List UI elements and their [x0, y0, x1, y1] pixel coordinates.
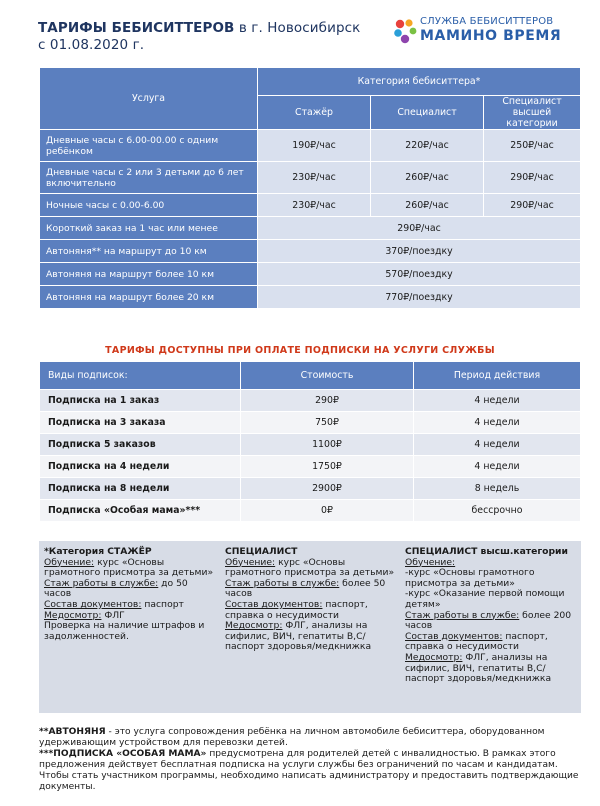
rate-row	[40, 194, 580, 216]
autonanny-note	[39, 727, 584, 749]
med-label: Медосмотр:	[44, 609, 102, 621]
rate-value: 290₽/час	[484, 162, 580, 193]
category-header: Категория бебиситтера*	[258, 68, 580, 95]
med-label: Медосмотр:	[405, 651, 463, 663]
exp-label: Стаж работы в службе:	[225, 577, 340, 589]
rate-value-merged: 370₽/поездку	[258, 240, 580, 262]
title-date: с 01.08.2020 г.	[38, 37, 145, 53]
col-trainee: Стажёр	[258, 96, 370, 129]
sub-period: бессрочно	[414, 500, 580, 521]
col-senior: Специалист высшей категории	[484, 96, 580, 129]
logo-line1: СЛУЖБА БЕБИСИТТЕРОВ	[420, 16, 554, 27]
edu-label: Обучение:	[405, 556, 456, 568]
med-label: Медосмотр:	[225, 620, 283, 632]
rate-value: 250₽/час	[484, 130, 580, 161]
subscription-row	[40, 456, 580, 477]
rate-service: Дневные часы с 2 или 3 детьми до 6 лет включительно	[40, 162, 257, 193]
sub-header-type: Виды подписок:	[40, 362, 240, 389]
category-title: *Категория СТАЖЁР	[44, 546, 152, 557]
autonanny-label: **АВТОНЯНЯ	[39, 727, 106, 737]
rate-row	[40, 263, 580, 285]
rate-value-merged: 290₽/час	[258, 217, 580, 239]
sub-name: Подписка на 3 заказа	[40, 412, 240, 433]
edu-label: Обучение:	[44, 556, 95, 568]
rate-row	[40, 240, 580, 262]
docs-text: паспорт, справка о несудимости	[405, 630, 548, 653]
edu-item: -курс «Основы грамотного присмотра за детьми»	[405, 567, 535, 589]
docs-label: Состав документов:	[405, 630, 503, 642]
rate-service: Автоняня** на маршрут до 10 км	[40, 240, 257, 262]
special-mom-label: ***ПОДПИСКА «ОСОБАЯ МАМА»	[39, 749, 207, 759]
sub-period: 8 недель	[414, 478, 580, 499]
sub-name: Подписка «Особая мама»***	[40, 500, 240, 521]
rate-service: Дневные часы с 6.00-00.00 с одним ребёнком	[40, 130, 257, 161]
service-logo	[392, 16, 562, 52]
exp-label: Стаж работы в службе:	[44, 577, 159, 589]
exp-text: до 50 часов	[44, 577, 188, 600]
sub-price: 1100₽	[241, 434, 413, 455]
med-text: ФЛГ	[101, 609, 125, 621]
rate-service: Автоняня на маршрут более 20 км	[40, 286, 257, 308]
rate-value-merged: 570₽/поездку	[258, 263, 580, 285]
rate-service: Ночные часы с 0.00-6.00	[40, 194, 257, 216]
category-requirements	[39, 541, 581, 713]
sub-period: 4 недели	[414, 390, 580, 411]
sub-period: 4 недели	[414, 456, 580, 477]
edu-label: Обучение:	[225, 556, 276, 568]
sub-price: 290₽	[241, 390, 413, 411]
sub-price: 750₽	[241, 412, 413, 433]
exp-label: Стаж работы в службе:	[405, 609, 520, 621]
page-header	[38, 16, 562, 60]
sub-period: 4 недели	[414, 434, 580, 455]
rate-value: 230₽/час	[258, 194, 370, 216]
edu-text: курс «Основы грамотного присмотра за детьми»	[225, 556, 395, 579]
logo-line2: МАМИНО ВРЕМЯ	[420, 28, 562, 44]
sub-name: Подписка на 1 заказ	[40, 390, 240, 411]
sub-header-price: Стоимость	[241, 362, 413, 389]
special-mom-text: предусмотрена для родителей детей с инвалидностью. В рамках этого предложения действует бесплатная подписка на услуги службы без ограничений по часам и кандидатам. Чтобы стать участником программы, необходимо написать администратору и предоставить подтверждающие документы.	[39, 749, 579, 792]
med-text: ФЛГ, анализы на сифилис, ВИЧ, гепатиты В,С/ паспорт здоровья/медкнижка	[225, 620, 372, 653]
subscription-row	[40, 500, 580, 521]
rate-row	[40, 286, 580, 308]
rate-value: 230₽/час	[258, 162, 370, 193]
category-specialist	[225, 547, 401, 653]
sub-price: 1750₽	[241, 456, 413, 477]
rate-service: Короткий заказ на 1 час или менее	[40, 217, 257, 239]
docs-text: паспорт, справка о несудимости	[225, 598, 368, 621]
subscription-notice: ТАРИФЫ ДОСТУПНЫ ПРИ ОПЛАТЕ ПОДПИСКИ НА УСЛУГИ СЛУЖБЫ	[105, 345, 495, 356]
subscriptions-table	[39, 361, 581, 522]
rate-value: 220₽/час	[371, 130, 483, 161]
exp-text: более 50 часов	[225, 577, 386, 600]
special-mom-note	[39, 749, 584, 793]
category-senior	[405, 547, 579, 685]
docs-text: паспорт	[141, 598, 184, 610]
category-trainee	[44, 547, 216, 642]
check-text: Проверка на наличие штрафов и задолженностей.	[44, 620, 205, 642]
category-title: СПЕЦИАЛИСТ высш.категории	[405, 546, 568, 557]
rate-row	[40, 217, 580, 239]
rate-value: 260₽/час	[371, 194, 483, 216]
rate-row	[40, 130, 580, 161]
edu-item: -курс «Оказание первой помощи детям»	[405, 588, 565, 610]
rate-value: 290₽/час	[484, 194, 580, 216]
docs-label: Состав документов:	[44, 598, 142, 610]
autonanny-text: - это услуга сопровождения ребёнка на личном автомобиле бебиситтера, оборудованном удерживающим устройством для перевозки детей.	[39, 727, 545, 748]
footnotes	[39, 727, 584, 793]
rate-service: Автоняня на маршрут более 10 км	[40, 263, 257, 285]
rate-row	[40, 162, 580, 193]
subscription-row	[40, 390, 580, 411]
rate-value-merged: 770₽/поездку	[258, 286, 580, 308]
exp-text: более 200 часов	[405, 609, 572, 632]
rate-value: 190₽/час	[258, 130, 370, 161]
sub-price: 0₽	[241, 500, 413, 521]
sub-name: Подписка 5 заказов	[40, 434, 240, 455]
rate-value: 260₽/час	[371, 162, 483, 193]
title-city: в г. Новосибирск	[234, 20, 361, 36]
subscription-row	[40, 412, 580, 433]
rates-table	[39, 67, 581, 309]
edu-text: курс «Основы грамотного присмотра за детьми»	[44, 556, 214, 579]
subscription-row	[40, 478, 580, 499]
sub-price: 2900₽	[241, 478, 413, 499]
col-specialist: Специалист	[371, 96, 483, 129]
sub-name: Подписка на 4 недели	[40, 456, 240, 477]
sub-period: 4 недели	[414, 412, 580, 433]
sub-name: Подписка на 8 недели	[40, 478, 240, 499]
category-title: СПЕЦИАЛИСТ	[225, 546, 298, 557]
subscription-row	[40, 434, 580, 455]
docs-label: Состав документов:	[225, 598, 323, 610]
title-bold: ТАРИФЫ БЕБИСИТТЕРОВ	[38, 20, 235, 36]
service-header: Услуга	[40, 68, 257, 129]
logo-icon	[392, 18, 418, 46]
med-text: ФЛГ, анализы на сифилис, ВИЧ, гепатиты В,С/ паспорт здоровья/медкнижка	[405, 651, 552, 685]
sub-header-period: Период действия	[414, 362, 580, 389]
